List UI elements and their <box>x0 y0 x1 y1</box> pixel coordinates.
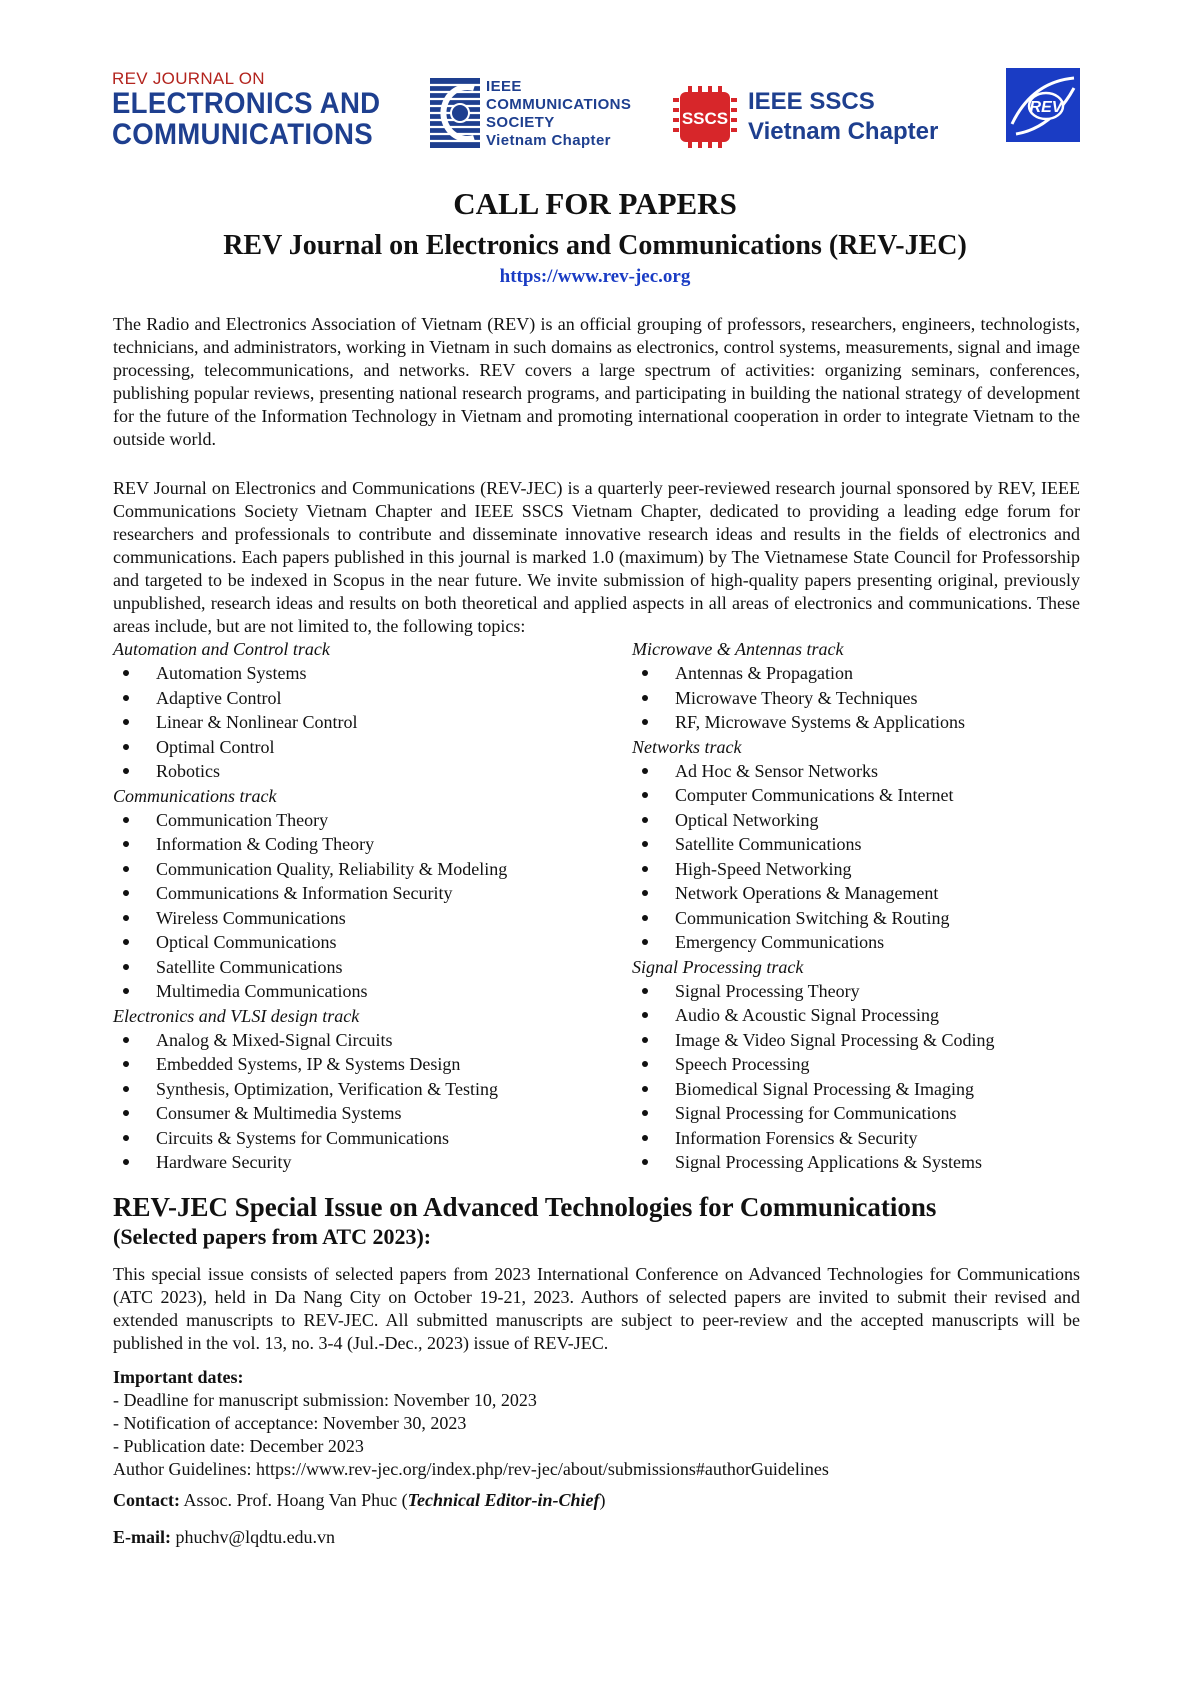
rev-badge-text: REV <box>1029 99 1063 116</box>
bullet-icon <box>123 670 129 676</box>
journal-url-link[interactable]: https://www.rev-jec.org <box>499 266 691 287</box>
bullet-icon <box>642 841 648 847</box>
topic-label: Signal Processing Theory <box>675 980 860 1001</box>
topic-item <box>113 808 613 833</box>
topic-label: Antennas & Propagation <box>675 663 853 683</box>
topic-item <box>632 832 1092 857</box>
special-issue-subtitle: (Selected papers from ATC 2023): <box>113 1224 432 1249</box>
bullet-icon <box>123 719 129 725</box>
contact-close: ) <box>599 1490 606 1510</box>
bullet-icon <box>642 1110 648 1116</box>
bullet-icon <box>642 1012 648 1018</box>
topic-label: Communication Switching & Routing <box>675 907 950 928</box>
topic-item <box>632 881 1092 906</box>
topic-label: Microwave Theory & Techniques <box>675 687 918 708</box>
topic-item <box>632 686 1092 711</box>
bullet-icon <box>123 866 129 872</box>
email-label: E-mail: <box>113 1527 171 1547</box>
track-title: Signal Processing track <box>632 956 804 977</box>
journal-title: REV Journal on Electronics and Communications (REV-JEC) <box>223 230 967 261</box>
bullet-icon <box>642 939 648 945</box>
bullet-icon <box>642 792 648 798</box>
bullet-icon <box>123 744 129 750</box>
rev-journal-logo-line3: COMMUNICATIONS <box>112 118 373 151</box>
bullet-icon <box>642 866 648 872</box>
comsoc-line4: Vietnam Chapter <box>486 132 611 149</box>
topic-item <box>632 979 1092 1004</box>
contact-label: Contact: <box>113 1490 180 1510</box>
topic-item <box>113 710 613 735</box>
contact-role: Technical Editor-in-Chief <box>407 1490 600 1510</box>
publication-date: - Publication date: December 2023 <box>113 1436 364 1456</box>
special-issue-paragraph: This special issue consists of selected papers from 2023 International Conference on Advanced Technologies for Communications (ATC 2023), held in Da Nang City on October 19-21, 2023. Authors of selected papers are invited to submit their revised and extended manuscripts to REV-JEC. All submitted manuscripts are subject to peer-review and the accepted manuscripts will be published in the vol. 13, no. 3-4 (Jul.-Dec., 2023) issue of REV-JEC. <box>113 1264 1080 1353</box>
bullet-icon <box>123 1135 129 1141</box>
topic-label: Information Forensics & Security <box>675 1127 918 1148</box>
topic-item <box>632 906 1092 931</box>
bullet-icon <box>123 1086 129 1092</box>
topic-label: RF, Microwave Systems & Applications <box>675 712 966 732</box>
deadline-date: - Deadline for manuscript submission: November 10, 2023 <box>113 1390 537 1410</box>
topic-item <box>632 1028 1092 1053</box>
topic-item <box>632 1126 1092 1151</box>
rev-journal-logo-line1: REV JOURNAL ON <box>112 69 265 88</box>
contact-name: Assoc. Prof. Hoang Van Phuc ( <box>183 1490 408 1510</box>
topic-list <box>113 808 613 1004</box>
topic-item <box>113 686 613 711</box>
track-title: Networks track <box>632 736 742 757</box>
bullet-icon <box>642 890 648 896</box>
track-title: Automation and Control track <box>113 639 330 659</box>
comsoc-line3: SOCIETY <box>486 114 555 131</box>
important-dates-heading: Important dates: <box>113 1367 244 1387</box>
author-guidelines-link[interactable]: Author Guidelines: https://www.rev-jec.org/index.php/rev-jec/about/submissions#authorGuidelines <box>113 1459 829 1479</box>
topic-list <box>632 661 1092 735</box>
topic-list <box>113 1028 613 1175</box>
topic-label: Embedded Systems, IP & Systems Design <box>156 1054 461 1074</box>
bullet-icon <box>123 964 129 970</box>
bullet-icon <box>642 1037 648 1043</box>
topic-item <box>113 881 613 906</box>
bullet-icon <box>642 1061 648 1067</box>
notification-date: - Notification of acceptance: November 30, 2023 <box>113 1413 467 1433</box>
bullet-icon <box>123 890 129 896</box>
email-line <box>113 1527 335 1548</box>
topic-item <box>632 1052 1092 1077</box>
topic-item <box>113 955 613 980</box>
comsoc-globe-icon <box>430 78 480 148</box>
topic-label: Communications & Information Security <box>156 883 453 903</box>
topic-label: Optimal Control <box>156 736 275 757</box>
topic-item <box>632 857 1092 882</box>
bullet-icon <box>123 841 129 847</box>
topics-column-right <box>632 637 1092 1175</box>
topics-column-left <box>113 637 613 1175</box>
topic-list <box>113 661 613 784</box>
topic-label: Analog & Mixed-Signal Circuits <box>156 1029 393 1050</box>
topic-item <box>113 1028 613 1053</box>
topic-list <box>632 759 1092 955</box>
topic-list <box>632 979 1092 1175</box>
topic-label: Multimedia Communications <box>156 981 368 1001</box>
topic-item <box>113 979 613 1004</box>
journal-description-paragraph: REV Journal on Electronics and Communications (REV-JEC) is a quarterly peer-reviewed research journal sponsored by REV, IEEE Communications Society Vietnam Chapter and IEEE SSCS Vietnam Chapter, dedicated to providing a leading edge forum for researchers and professionals to contribute and disseminate innovative research ideas and results in the fields of electronics and communications. Each papers published in this journal is marked 1.0 (maximum) by The Vietnamese State Council for Professorship and targeted to be indexed in Scopus in the near future. We invite submission of high-quality papers presenting original, previously unpublished, research ideas and results on both theoretical and applied aspects in all areas of electronics and communications. These areas include, but are not limited to, the following topics: <box>113 478 1080 636</box>
topic-item <box>632 1101 1092 1126</box>
topic-label: Optical Communications <box>156 932 337 952</box>
topic-label: Satellite Communications <box>675 834 862 854</box>
topic-label: Circuits & Systems for Communications <box>156 1127 449 1148</box>
bullet-icon <box>123 915 129 921</box>
topic-label: Computer Communications & Internet <box>675 785 954 805</box>
topic-item <box>113 759 613 784</box>
bullet-icon <box>123 817 129 823</box>
sscs-chip-icon <box>672 86 738 148</box>
sscs-line2: Vietnam Chapter <box>748 118 939 145</box>
topic-label: Communication Theory <box>156 809 329 830</box>
topic-label: Wireless Communications <box>156 907 346 928</box>
ieee-sscs-logo <box>672 86 938 148</box>
bullet-icon <box>123 695 129 701</box>
rev-journal-logo <box>112 70 404 150</box>
topic-label: Robotics <box>156 761 221 781</box>
rev-description-paragraph: The Radio and Electronics Association of Vietnam (REV) is an official grouping of professors, researchers, engineers, technologists, technicians, and administrators, working in Vietnam in such domains as electronics, control systems, measurements, signal and image processing, telecommunications, and networks. REV covers a large spectrum of activities: organizing seminars, conferences, publishing popular reviews, presenting national research programs, and participating in building the national strategy of development for the future of the Information Technology in Vietnam and promoting international cooperation in order to integrate Vietnam to the outside world. <box>113 314 1080 449</box>
topic-item <box>632 710 1092 735</box>
contact-line <box>113 1490 606 1511</box>
sscs-badge-text: SSCS <box>681 109 729 128</box>
ieee-comsoc-logo <box>430 78 631 150</box>
track-title: Electronics and VLSI design track <box>113 1005 360 1026</box>
topic-label: Emergency Communications <box>675 932 885 952</box>
bullet-icon <box>642 1159 648 1165</box>
topic-label: Satellite Communications <box>156 956 343 977</box>
topic-item <box>113 661 613 686</box>
topic-item <box>113 1101 613 1126</box>
topic-item <box>632 1077 1092 1102</box>
topic-item <box>113 1126 613 1151</box>
bullet-icon <box>123 988 129 994</box>
rev-logo-icon <box>1006 68 1080 142</box>
topic-label: Speech Processing <box>675 1054 810 1074</box>
topic-label: Synthesis, Optimization, Verification & Testing <box>156 1078 499 1099</box>
bullet-icon <box>123 939 129 945</box>
topic-label: Ad Hoc & Sensor Networks <box>675 760 878 781</box>
topic-label: Consumer & Multimedia Systems <box>156 1103 402 1123</box>
topic-item <box>113 1052 613 1077</box>
bullet-icon <box>123 768 129 774</box>
topic-item <box>113 930 613 955</box>
topic-item <box>632 1150 1092 1175</box>
bullet-icon <box>642 915 648 921</box>
bullet-icon <box>642 1086 648 1092</box>
topic-label: High-Speed Networking <box>675 858 852 879</box>
topic-item <box>113 857 613 882</box>
topic-label: Adaptive Control <box>156 687 282 708</box>
topic-item <box>632 808 1092 833</box>
bullet-icon <box>642 1135 648 1141</box>
topic-item <box>632 783 1092 808</box>
topic-label: Linear & Nonlinear Control <box>156 712 358 732</box>
topic-label: Signal Processing for Communications <box>675 1103 957 1123</box>
topic-item <box>113 1150 613 1175</box>
special-issue-title: REV-JEC Special Issue on Advanced Technologies for Communications <box>113 1192 937 1222</box>
topic-item <box>632 661 1092 686</box>
topic-item <box>632 1003 1092 1028</box>
topic-label: Information & Coding Theory <box>156 834 375 854</box>
topic-label: Automation Systems <box>156 663 307 683</box>
page-title: CALL FOR PAPERS <box>453 186 737 221</box>
topic-item <box>632 930 1092 955</box>
bullet-icon <box>642 719 648 725</box>
header-logos <box>112 68 1080 158</box>
topic-label: Communication Quality, Reliability & Modeling <box>156 858 508 879</box>
topic-label: Hardware Security <box>156 1152 292 1172</box>
important-dates <box>113 1366 829 1481</box>
topic-label: Optical Networking <box>675 809 819 830</box>
bullet-icon <box>642 670 648 676</box>
topic-label: Image & Video Signal Processing & Coding <box>675 1029 995 1050</box>
bullet-icon <box>123 1110 129 1116</box>
topic-item <box>113 906 613 931</box>
email-address[interactable]: phuchv@lqdtu.edu.vn <box>175 1527 336 1547</box>
topic-label: Network Operations & Management <box>675 883 939 903</box>
rev-journal-logo-line2: ELECTRONICS AND <box>112 87 381 120</box>
sscs-line1: IEEE SSCS <box>748 88 875 115</box>
comsoc-line2: COMMUNICATIONS <box>486 96 632 113</box>
topic-item <box>113 1077 613 1102</box>
topic-label: Signal Processing Applications & Systems <box>675 1152 983 1172</box>
bullet-icon <box>123 1061 129 1067</box>
track-title: Communications track <box>113 785 277 806</box>
comsoc-line1: IEEE <box>486 78 522 95</box>
bullet-icon <box>642 817 648 823</box>
bullet-icon <box>642 988 648 994</box>
bullet-icon <box>642 695 648 701</box>
bullet-icon <box>642 768 648 774</box>
topic-item <box>632 759 1092 784</box>
topic-label: Audio & Acoustic Signal Processing <box>675 1005 939 1025</box>
track-title: Microwave & Antennas track <box>632 639 844 659</box>
topic-item <box>113 832 613 857</box>
bullet-icon <box>123 1037 129 1043</box>
topic-item <box>113 735 613 760</box>
bullet-icon <box>123 1159 129 1165</box>
topic-label: Biomedical Signal Processing & Imaging <box>675 1078 974 1099</box>
